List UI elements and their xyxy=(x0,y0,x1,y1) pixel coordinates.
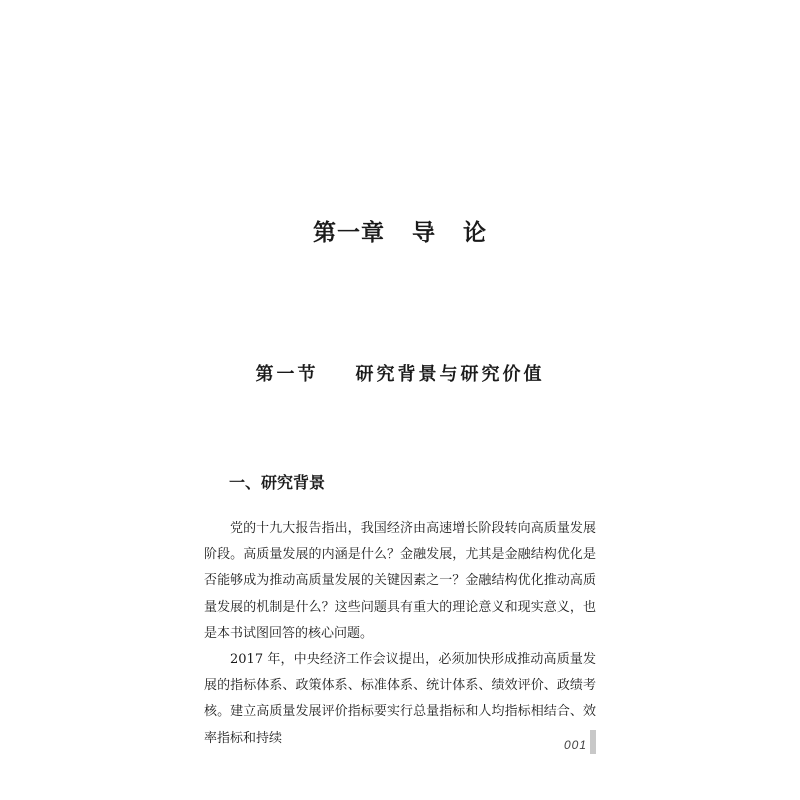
section-title: 第一节 研究背景与研究价值 xyxy=(255,364,545,385)
paragraph-1: 党的十九大报告指出，我国经济由高速增长阶段转向高质量发展阶段。高质量发展的内涵是什么？金融发展，尤其是金融结构优化是否能够成为推动高质量发展的关键因素之一？金融结构优化推动高质量发展的机制是什么？这些问题具有重大的理论意义和现实意义，也是本书试图回答的核心问题。 xyxy=(204,521,596,641)
page-edge-marker xyxy=(590,730,596,754)
subsection-title: 一、研究背景 xyxy=(229,473,326,492)
page-number: 001 xyxy=(564,738,588,752)
body-text xyxy=(204,516,596,752)
chapter-title: 第一章 导 论 xyxy=(312,219,488,246)
paragraph-2: 2017 年，中央经济工作会议提出，必须加快形成推动高质量发展的指标体系、政策体系、标准体系、统计体系、绩效评价、政绩考核。建立高质量发展评价指标要实行总量指标和人均指标相结合、效率指标和持续 xyxy=(204,652,596,746)
